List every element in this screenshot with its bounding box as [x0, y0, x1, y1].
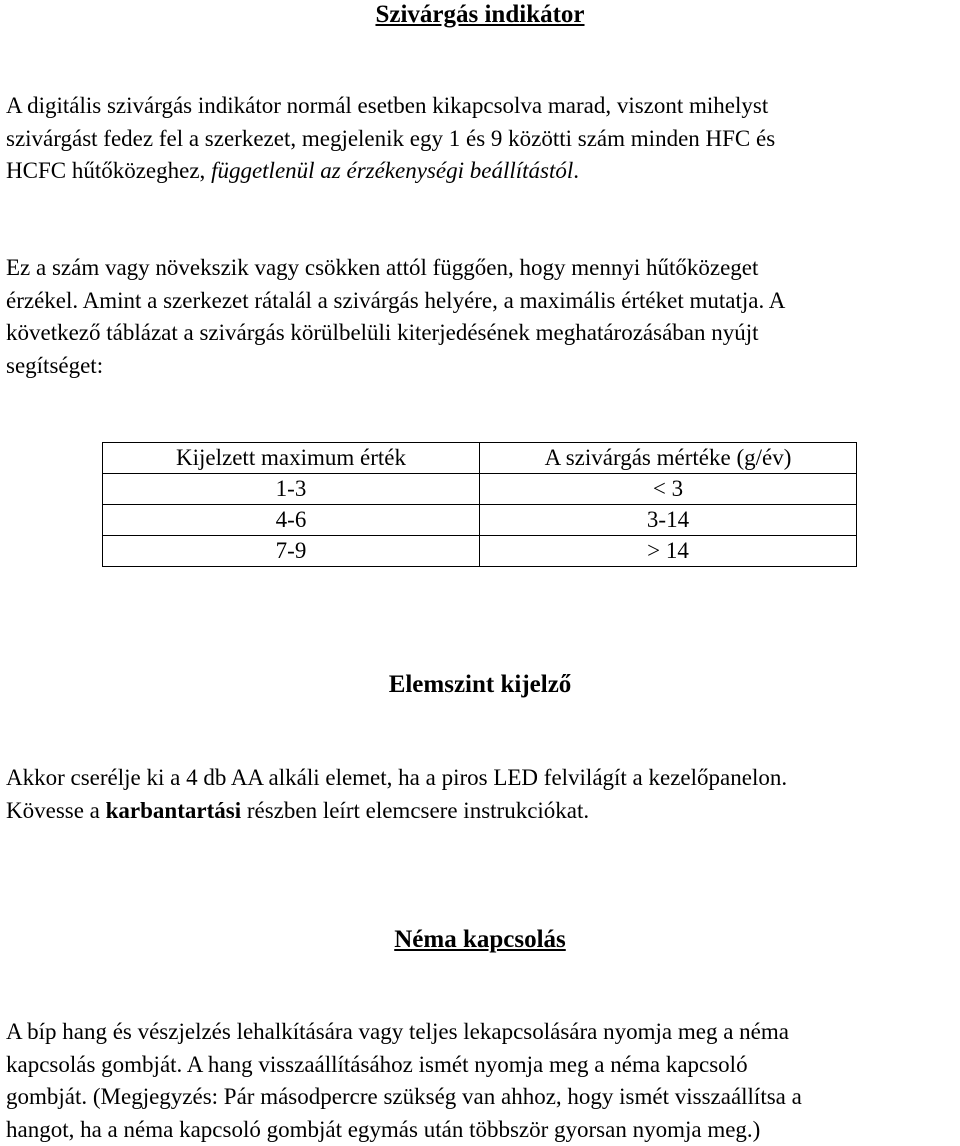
- battery-paragraph: [6, 762, 958, 827]
- table-cell: 4-6: [103, 505, 480, 536]
- text-period: .: [573, 158, 579, 183]
- table-cell: > 14: [480, 536, 857, 567]
- maintenance-reference: karbantartási: [106, 798, 241, 823]
- leak-intro-paragraph: [6, 90, 958, 188]
- leak-explanation-paragraph: [6, 252, 958, 382]
- text-normal: HCFC hűtőközeghez,: [6, 158, 211, 183]
- paragraph-line: kapcsolás gombját. A hang visszaállításához ismét nyomja meg a néma kapcsoló: [6, 1049, 958, 1082]
- table-cell: 1-3: [103, 474, 480, 505]
- table-cell: < 3: [480, 474, 857, 505]
- table-row: [103, 536, 857, 567]
- paragraph-line: A bíp hang és vészjelzés lehalkítására vagy teljes lekapcsolására nyomja meg a néma: [6, 1016, 958, 1049]
- leak-indicator-title: Szivárgás indikátor: [0, 0, 960, 30]
- paragraph-line: Akkor cserélje ki a 4 db AA alkáli elemet, ha a piros LED felvilágít a kezelőpanelon.: [6, 762, 958, 795]
- table-row: [103, 505, 857, 536]
- leak-rate-table: [102, 442, 857, 567]
- paragraph-line: segítséget:: [6, 350, 958, 383]
- table-row: [103, 474, 857, 505]
- paragraph-line: [6, 795, 958, 828]
- table-header-row: [103, 443, 857, 474]
- table-cell: 7-9: [103, 536, 480, 567]
- paragraph-line: [6, 155, 958, 188]
- battery-level-title: Elemszint kijelző: [0, 670, 960, 700]
- mute-switch-title: Néma kapcsolás: [0, 925, 960, 955]
- table-header-cell: Kijelzett maximum érték: [103, 443, 480, 474]
- mute-paragraph: [6, 1016, 958, 1146]
- paragraph-line: hangot, ha a néma kapcsoló gombját egymás után többször gyorsan nyomja meg.): [6, 1114, 958, 1146]
- text-normal: részben leírt elemcsere instrukciókat.: [241, 798, 589, 823]
- paragraph-line: A digitális szivárgás indikátor normál esetben kikapcsolva marad, viszont mihelyst: [6, 90, 958, 123]
- paragraph-line: gombját. (Megjegyzés: Pár másodpercre szükség van ahhoz, hogy ismét visszaállítsa a: [6, 1081, 958, 1114]
- table-header-cell: A szivárgás mértéke (g/év): [480, 443, 857, 474]
- table-cell: 3-14: [480, 505, 857, 536]
- paragraph-line: Ez a szám vagy növekszik vagy csökken attól függően, hogy mennyi hűtőközeget: [6, 252, 958, 285]
- text-normal: Kövesse a: [6, 798, 106, 823]
- paragraph-line: következő táblázat a szivárgás körülbelüli kiterjedésének meghatározásában nyújt: [6, 317, 958, 350]
- text-italic: függetlenül az érzékenységi beállítástól: [211, 158, 573, 183]
- paragraph-line: érzékel. Amint a szerkezet rátalál a szivárgás helyére, a maximális értéket mutatja. A: [6, 285, 958, 318]
- paragraph-line: szivárgást fedez fel a szerkezet, megjelenik egy 1 és 9 közötti szám minden HFC és: [6, 123, 958, 156]
